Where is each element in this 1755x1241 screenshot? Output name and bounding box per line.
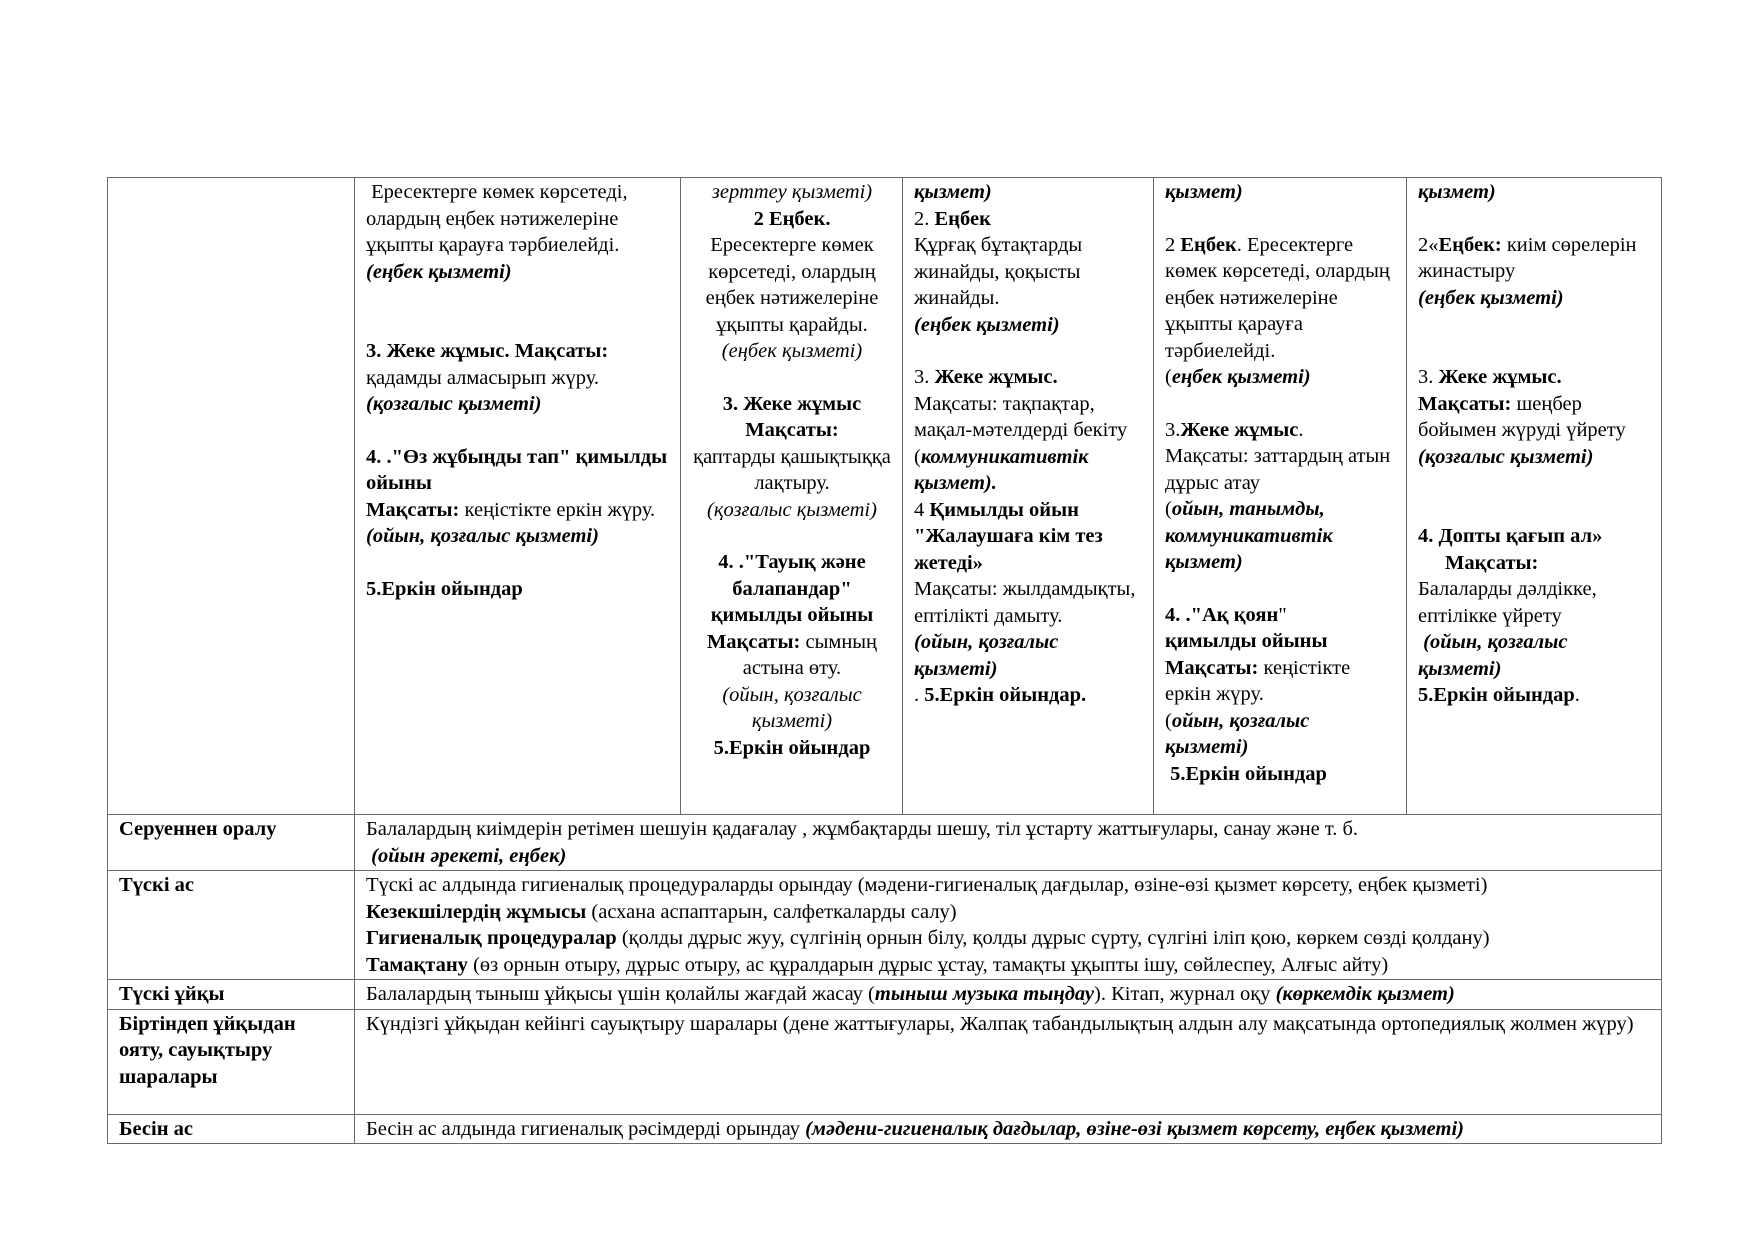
activity-tag: (қозғалыс қызметі) — [707, 498, 877, 521]
punctuation: . — [1574, 684, 1580, 706]
row-label: Серуеннен оралу — [108, 815, 355, 871]
activity-tag: (қозғалыс қызметі) — [1418, 445, 1594, 468]
activity-tag: (еңбек қызметі) — [721, 340, 863, 362]
row-text: Күндізгі ұйқыдан кейінгі сауықтыру шаралары (дене жаттығулары, Жалпақ табандылықтың алдын алу мақсатында ортопедиялық жолмен жүру) — [366, 1012, 1634, 1035]
row-text: (өз орнын отыру, дұрыс отыру, ас құралдарын дұрыс ұстау, тамақты ұқыпты ішу, сөйлеспеу, Алғыс айту) — [467, 953, 1389, 976]
activity-text: Ересектерге көмек көрсетеді, олардың еңбек нәтижелеріне ұқыпты қарайды. — [705, 234, 879, 336]
goal-label: Мақсаты: — [366, 498, 460, 521]
activity-tag: қызмет) — [1165, 181, 1243, 203]
row-content — [355, 980, 1662, 1010]
goal-text: Балаларды дәлдікке, ептілікке үйрету — [1418, 578, 1597, 627]
activity-title: 3. Жеке жұмыс. Мақсаты: — [366, 340, 609, 362]
snack-row — [108, 1114, 1662, 1144]
goal-text: сымның астына өту. — [742, 630, 878, 679]
activity-text: Ересектерге көмек көрсетеді, олардың еңбек нәтижелеріне ұқыпты қарауға тәрбиелейді. — [366, 181, 628, 256]
activity-text: Мақсаты: тақпақтар, мақал-мәтелдерді бекіту — [914, 392, 1128, 441]
row-text: Түскі ас алдында гигиеналық процедураларды орындау (мәдени-гигиеналық дағдылар, өзіне-өзі қызмет көрсету, еңбек қызметі) — [366, 874, 1488, 896]
activity-tag: қызмет) — [914, 181, 992, 203]
nap-row — [108, 980, 1662, 1010]
game-title: 4. ."Ақ қоян — [1165, 603, 1279, 626]
row-text: Балалардың киімдерін ретімен шешуін қадағалау , жұмбақтарды шешу, тіл ұстарту жаттығулары, санау және т. б. — [366, 818, 1359, 840]
activity-title: Жеке жұмыс — [1180, 418, 1299, 441]
activity-cell-1 — [355, 178, 681, 815]
row-text: ). Кітап, журнал оқу — [1094, 983, 1276, 1005]
activity-tag: (еңбек қызметі) — [914, 313, 1060, 336]
game-title: 4. Допты қағып ал» — [1418, 525, 1603, 547]
activity-tag: (көркемдік қызмет) — [1275, 983, 1455, 1005]
activity-text: қаптарды қашықтыққа лақтыру. — [693, 445, 891, 494]
tag-bracket: ( — [1165, 366, 1172, 388]
activity-tag: (мәдени-гигиеналық дағдылар, өзіне-өзі қызмет көрсету, еңбек қызметі) — [805, 1117, 1464, 1140]
empty-label-cell — [108, 178, 355, 815]
free-play: 5.Еркін ойындар. — [924, 684, 1087, 706]
activity-tag: қызмет) — [1418, 181, 1496, 203]
game-title: 4. ."Өз жұбыңды тап" қимылды ойыны — [366, 445, 668, 494]
activity-tag: (ойын, қозғалыс қызметі) — [366, 525, 599, 547]
activity-tag: (еңбек қызметі) — [366, 260, 512, 283]
activity-tag: (еңбек қызметі) — [1418, 286, 1564, 309]
activity-tag: (ойын әрекеті, еңбек) — [366, 844, 567, 867]
row-content — [355, 871, 1662, 980]
item-number: 4 — [914, 498, 930, 521]
free-play: 5.Еркін ойындар — [1418, 684, 1575, 706]
punctuation: " — [1278, 603, 1287, 626]
game-title-line2: қимылды ойыны — [1165, 630, 1328, 652]
tag-bracket: ( — [1165, 709, 1172, 732]
item-number: 2« — [1418, 233, 1439, 256]
goal-label: Мақсаты: — [706, 630, 801, 653]
activity-text: Құрғақ бұтақтарды жинайды, қоқысты жинайды. — [914, 234, 1083, 309]
row-content — [355, 1009, 1662, 1114]
activity-cell-2 — [681, 178, 903, 815]
free-play: 5.Еркін ойындар — [366, 577, 523, 600]
activity-text: қадамды алмасырып жүру. — [366, 366, 600, 389]
row-text: (асхана аспаптарын, салфеткаларды салу) — [586, 900, 957, 923]
activity-tag: тыныш музыка тыңдау — [874, 983, 1094, 1005]
row-content — [355, 815, 1662, 871]
tag-bracket: ( — [1165, 498, 1172, 520]
free-play: 5.Еркін ойындар — [1165, 762, 1327, 785]
row-subtitle: Кезекшілердің жұмысы — [366, 900, 587, 923]
row-label: Біртіндеп ұйқыдан ояту, сауықтыру шаралары — [108, 1009, 355, 1114]
activity-tag: коммуникативтік қызмет). — [914, 445, 1089, 494]
goal-label: Мақсаты: — [1165, 656, 1259, 679]
activity-title: Еңбек: — [1438, 233, 1502, 256]
activity-text: Мақсаты: заттардың атын дұрыс атау — [1165, 445, 1391, 494]
activity-tag: ойын, танымды, коммуникативтік қызмет) — [1165, 498, 1333, 573]
goal-label: Мақсаты: — [1445, 551, 1539, 574]
activity-tag: (ойын, қозғалыс қызметі) — [1418, 631, 1573, 680]
activity-text: . Ересектерге көмек көрсетеді, олардың еңбек нәтижелеріне ұқыпты қарауға тәрбиелейді. — [1165, 233, 1390, 362]
tag-bracket: ( — [914, 445, 921, 468]
activity-tag: ойын, қозғалыс қызметі) — [1165, 709, 1310, 758]
activity-cell-4 — [1154, 178, 1407, 815]
row-label: Түскі ас — [108, 871, 355, 980]
item-prefix: . — [914, 684, 925, 706]
activity-title: Еңбек — [934, 207, 991, 230]
item-number: 3. — [1418, 366, 1439, 388]
activity-title: Еңбек — [1180, 233, 1237, 256]
activity-cell-3 — [903, 178, 1154, 815]
goal-text: Мақсаты: жылдамдықты, ептілікті дамыту. — [914, 578, 1136, 627]
row-subtitle: Гигиеналық процедуралар — [366, 927, 617, 949]
activity-tag: (ойын, қозғалыс қызметі) — [914, 631, 1059, 680]
walk-activities-row — [108, 178, 1662, 815]
free-play: 5.Еркін ойындар — [713, 736, 871, 759]
activity-title: Жеке жұмыс. — [934, 366, 1058, 388]
activity-title: Жеке жұмыс. — [1438, 366, 1562, 388]
activity-cell-5 — [1407, 178, 1662, 815]
document-page — [107, 177, 1661, 1144]
game-title: 4. ."Тауық және балапандар" қимылды ойыны — [710, 551, 874, 626]
row-label: Түскі ұйқы — [108, 980, 355, 1010]
row-text: Бесін ас алдында гигиеналық рәсімдерді орындау — [366, 1117, 806, 1140]
goal-text: шеңбер бойымен жүруді үйрету — [1418, 392, 1626, 441]
activity-title: 3. Жеке жұмыс Мақсаты: — [722, 392, 862, 441]
goal-text: кеңістікте еркін жүру. — [1165, 656, 1351, 705]
item-number: 3. — [1165, 418, 1181, 441]
activity-tag: зерттеу қызметі) — [711, 181, 873, 203]
goal-label: Мақсаты: — [1418, 392, 1512, 415]
activity-text: киім сөрелерін жинастыру — [1418, 233, 1637, 282]
row-text: Балалардың тыныш ұйқысы үшін қолайлы жағдай жасау ( — [366, 983, 875, 1005]
game-title: Қимылды ойын "Жалаушаға кім тез жетеді» — [914, 498, 1103, 574]
wake-row — [108, 1009, 1662, 1114]
item-number: 3. — [914, 366, 935, 388]
item-number: 2. — [914, 207, 935, 230]
return-row — [108, 815, 1662, 871]
lunch-row — [108, 871, 1662, 980]
activity-title: 2 Еңбек. — [753, 207, 831, 230]
daily-schedule-table — [107, 177, 1662, 1144]
activity-tag: еңбек қызметі) — [1171, 366, 1311, 388]
row-subtitle: Тамақтану — [366, 953, 468, 976]
activity-tag: (ойын, қозғалыс қызметі) — [722, 683, 862, 732]
item-number: 2 — [1165, 233, 1181, 256]
punctuation: . — [1298, 418, 1304, 441]
row-text: (қолды дұрыс жуу, сүлгінің орнын білу, қолды дұрыс сүрту, сүлгіні іліп қою, көркем сөзді қолдану) — [616, 927, 1490, 949]
row-content — [355, 1114, 1662, 1144]
goal-text: кеңістікте еркін жүру. — [459, 498, 656, 521]
row-label: Бесін ас — [108, 1114, 355, 1144]
activity-tag: (қозғалыс қызметі) — [366, 393, 542, 415]
